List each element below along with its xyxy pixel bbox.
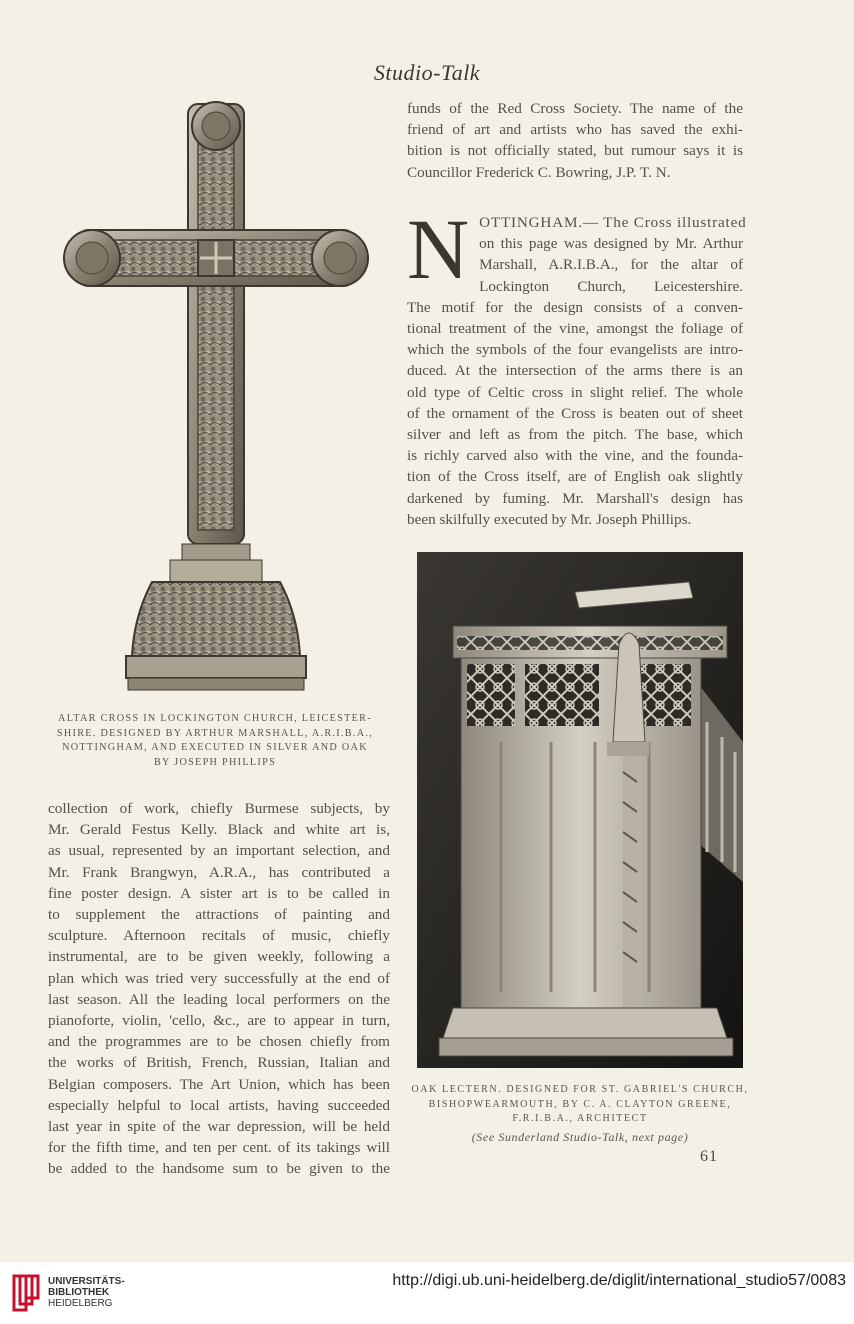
nottingham-paragraph — [407, 201, 747, 530]
lectern-caption-line: F.R.I.B.A., ARCHITECT — [512, 1113, 648, 1124]
cross-caption-line: NOTTINGHAM, AND EXECUTED IN SILVER AND OAK — [62, 742, 368, 753]
cross-caption-line: SHIRE. DESIGNED BY ARTHUR MARSHALL, A.R.I.B.A., — [56, 727, 374, 739]
text-line: old type of Celtic cross in slight relief. The whole — [407, 383, 743, 401]
text-line: funds of the Red Cross Society. The name of the — [407, 100, 743, 117]
text-line: last season. All the leading local performers on the — [48, 990, 390, 1008]
text-line: as usual, represented by an important selection, and — [48, 842, 390, 860]
text-line: Belgian composers. The Art Union, which has been — [48, 1075, 390, 1093]
text-line: Marshall, A.R.I.B.A., for the altar of — [479, 256, 743, 274]
text-line: been skilfully executed by Mr. Joseph Phillips. — [407, 510, 692, 528]
text-line: the works of British, French, Russian, Italian and — [48, 1054, 390, 1072]
library-name-line: BIBLIOTHEK — [48, 1287, 110, 1298]
text-line: bition is not officially stated, but rumour says it is — [407, 142, 743, 160]
text-line: fine poster design. A sister art is to be called in — [48, 884, 390, 902]
cross-caption-line: BY JOSEPH PHILLIPS — [153, 756, 277, 768]
text-line: sculpture. Afternoon recitals of music, chiefly — [48, 927, 390, 945]
text-line: which the symbols of the four evangelists are intro- — [407, 341, 743, 359]
lectern-caption — [408, 1083, 752, 1127]
text-line: Councillor Frederick C. Bowring, J.P. T. N. — [407, 163, 671, 181]
text-line: collection of work, chiefly Burmese subjects, by — [48, 800, 390, 817]
text-line: duced. At the intersection of the arms there is an — [407, 362, 743, 380]
oak-lectern-photograph — [417, 552, 743, 1068]
library-name-line: HEIDELBERG — [48, 1298, 113, 1309]
library-logo-icon — [10, 1272, 42, 1314]
text-line: silver and left as from the pitch. The base, which — [407, 426, 743, 444]
nottingham-section — [407, 201, 747, 530]
text-line: Lockington Church, Leicestershire. — [479, 277, 743, 295]
source-url-link[interactable]: http://digi.ub.uni-heidelberg.de/diglit/international_studio57/0083 — [392, 1272, 846, 1289]
library-footer — [0, 1262, 854, 1324]
drop-cap: N — [407, 201, 470, 297]
text-line: tion of the Cross itself, are of English oak slightly — [407, 468, 743, 486]
page-number: 61 — [700, 1148, 718, 1165]
text-line: darkened by fuming. Mr. Marshall's design has — [407, 489, 743, 507]
cross-caption-line: ALTAR CROSS IN LOCKINGTON CHURCH, LEICESTER- — [58, 713, 372, 724]
text-line: plan which was tried very successfully at the end of — [48, 969, 390, 987]
text-line: last year in spite of the war depression, will be held — [48, 1118, 390, 1136]
text-line: Mr. Frank Brangwyn, A.R.A., has contributed a — [48, 863, 390, 881]
library-name — [48, 1276, 125, 1309]
altar-cross-illustration — [60, 96, 372, 696]
library-name-line: UNIVERSITÄTS- — [48, 1276, 125, 1287]
cross-caption — [50, 712, 380, 770]
text-line: tional treatment of the vine, amongst the foliage of — [407, 320, 743, 338]
collection-paragraph — [48, 798, 390, 1180]
text-line: OTTINGHAM.— The Cross illustrated — [479, 214, 747, 231]
text-line: friend of art and artists who has saved the exhi- — [407, 121, 743, 139]
lectern-caption-line: BISHOPWEARMOUTH, BY C. A. CLAYTON GREENE, — [428, 1098, 732, 1110]
text-line: of the ornament of the Cross is beaten out of sheet — [407, 404, 743, 422]
text-line: be added to the handsome sum to be given to the — [48, 1160, 390, 1178]
text-line: pianoforte, violin, 'cello, &c., are to appear in turn, — [48, 1012, 390, 1030]
red-cross-paragraph — [407, 98, 743, 183]
text-line: on this page was designed by Mr. Arthur — [479, 235, 743, 253]
lectern-see-note: (See Sunderland Studio-Talk, next page) — [471, 1130, 689, 1144]
left-column-text — [48, 798, 390, 1180]
text-line: is richly carved also with the vine, and the founda- — [407, 447, 743, 465]
text-line: instrumental, are to be given weekly, following a — [48, 948, 390, 966]
text-line: The motif for the design consists of a conven- — [407, 298, 743, 316]
text-line: to supplement the attractions of painting and — [48, 906, 390, 924]
text-line: especially helpful to local artists, having succeeded — [48, 1096, 390, 1114]
text-line: Mr. Gerald Festus Kelly. Black and white art is, — [48, 821, 390, 839]
lectern-caption-line: OAK LECTERN. DESIGNED FOR ST. GABRIEL'S CHURCH, — [411, 1084, 749, 1095]
running-head: Studio-Talk — [373, 60, 481, 85]
text-line: for the fifth time, and ten per cent. of its takings will — [48, 1139, 390, 1157]
right-column-top-text — [407, 98, 743, 183]
text-line: and the programmes are to be chosen chiefly from — [48, 1033, 390, 1051]
